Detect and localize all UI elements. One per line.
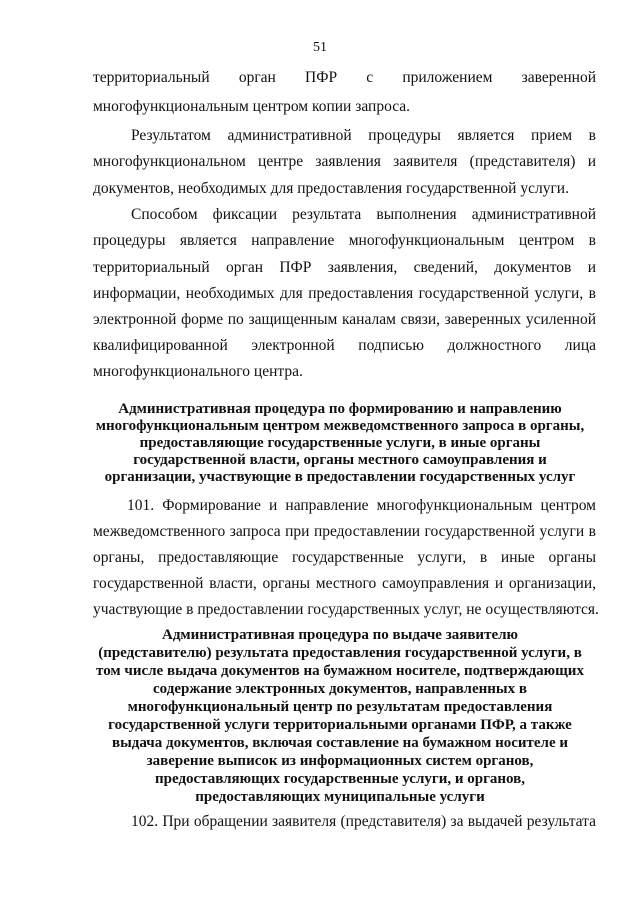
paragraph-line: квалифицированной электронной подписью должностного лица bbox=[93, 337, 596, 354]
section-heading-line: выдача документов, включая составление на бумажном носителе и bbox=[111, 735, 569, 751]
paragraph-line: участвующие в предоставлении государственных услуг, не осуществляются. bbox=[93, 601, 599, 618]
paragraph-line: многофункционального центра. bbox=[93, 363, 303, 380]
section-heading-line: организации, участвующие в предоставлении государственных услуг bbox=[104, 469, 576, 485]
section-heading-line: (представителю) результата предоставления государственной услуги, в bbox=[98, 645, 582, 661]
section-heading-line: государственной услуги территориальными органами ПФР, а также bbox=[108, 717, 572, 733]
paragraph-line: 101. Формирование и направление многофункциональным центром bbox=[127, 497, 596, 514]
section-heading-line: многофункциональным центром межведомственного запроса в органы, bbox=[95, 418, 585, 434]
paragraph-line: органы, предоставляющие государственные услуги, в иные органы bbox=[93, 549, 596, 566]
section-heading-line: многофункциональный центр по результатам предоставления bbox=[127, 699, 553, 715]
section-heading-line: предоставляющих государственные услуги, и органов, bbox=[155, 771, 525, 787]
paragraph-line: многофункциональном центре заявления заявителя (представителя) и bbox=[93, 153, 596, 170]
paragraph-line: процедуры является направление многофункциональным центром в bbox=[93, 232, 596, 249]
paragraph-line: многофункциональным центром копии запроса. bbox=[93, 98, 411, 115]
paragraph-line: Способом фиксации результата выполнения административной bbox=[131, 206, 596, 223]
paragraph-line: 102. При обращении заявителя (представителя) за выдачей результата bbox=[131, 813, 596, 830]
section-heading-line: предоставляющих муниципальные услуги bbox=[195, 789, 485, 805]
paragraph-line: территориальный орган ПФР с приложением заверенной bbox=[93, 69, 596, 86]
section-heading-line: том числе выдача документов на бумажном носителе, подтверждающих bbox=[96, 663, 584, 679]
section-heading-line: Административная процедура по формированию и направлению bbox=[118, 401, 562, 417]
section-heading-line: Административная процедура по выдаче заявителю bbox=[162, 627, 518, 643]
section-heading-line: предоставляющие государственные услуги, в иные органы bbox=[139, 435, 541, 451]
paragraph-line: государственной власти, органы местного самоуправления и организации, bbox=[93, 575, 596, 592]
section-heading-line: государственной власти, органы местного самоуправления и bbox=[133, 452, 547, 468]
paragraph-line: электронной форме по защищенным каналам связи, заверенных усиленной bbox=[93, 311, 596, 328]
paragraph-line: документов, необходимых для предоставления государственной услуги. bbox=[93, 180, 569, 197]
section-heading-line: заверение выписок из информационных систем органов, bbox=[146, 753, 534, 769]
section-heading-line: содержание электронных документов, направленных в bbox=[153, 681, 527, 697]
paragraph-line: территориальный орган ПФР заявления, сведений, документов и bbox=[93, 259, 596, 276]
page-number: 51 bbox=[313, 40, 327, 55]
paragraph-line: информации, необходимых для предоставления государственной услуги, в bbox=[93, 285, 596, 302]
paragraph-line: Результатом административной процедуры является прием в bbox=[131, 127, 596, 144]
paragraph-line: межведомственного запроса при предоставлении государственной услуги в bbox=[93, 523, 596, 540]
